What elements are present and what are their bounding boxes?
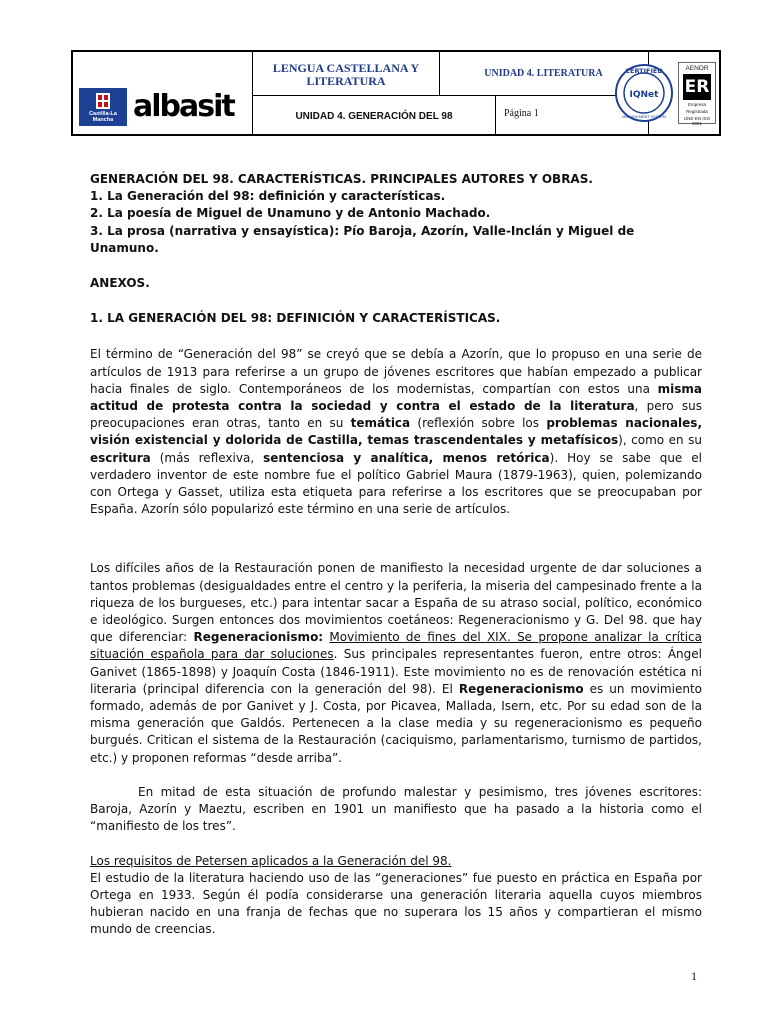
paragraph-restoration: Los difíciles años de la Restauración ponen de manifiesto la necesidad urgente de dar soluciones a tantos problemas (desigualdades entre el centro y la periferia, la miseria del campesinado frente a la riqueza de los burgueses, etc.) para intentar sacar a España de su atraso social, político, económico e ideológico. Surgen entonces dos movimientos coetáneos: Regeneracionismo y G. Del 98. que hay que diferenciar: Regeneracionismo: Movimiento de fines del XIX. Se propone analizar la crítica situación española para dar soluciones. Sus principales representantes fueron, entre otros: Ángel Ganivet (1865-1898) y Joaquín Costa (1846-1911). Este movimiento no es de renovación estética ni literaria (principal diferencia con la generación del 98). El Regeneracionismo es un movimiento formado, además de por Ganivet y J. Costa, por Picavea, Mallada, Isern, etc. Por su edad son de la misma generación que Galdós. Pertenecen a la clase media y su regeneracionismo es pequeño burgués. Critican el sistema de la Restauración (caciquismo, parlamentarismo, turnismo de partidos, etc.) y proponen reformas “desde arriba”. <box>90 561 702 765</box>
document-header <box>71 50 721 136</box>
aenor-mark: ER <box>683 74 711 100</box>
albasit-logo: albasit <box>133 89 234 124</box>
aenor-caption-2: Registrada <box>686 109 708 114</box>
section-1-heading: 1. LA GENERACIÓN DEL 98: DEFINICIÓN Y CARACTERÍSTICAS. <box>90 311 501 326</box>
document-body <box>90 171 702 939</box>
index-title: GENERACIÓN DEL 98. CARACTERÍSTICAS. PRINCIPALES AUTORES Y OBRAS. <box>90 172 593 186</box>
svg-text:MANAGEMENT SYSTEM: MANAGEMENT SYSTEM <box>622 114 666 119</box>
index-item-1: 1. La Generación del 98: definición y características. <box>90 189 446 204</box>
page-label: Página 1 <box>504 108 539 119</box>
castilla-la-mancha-logo <box>79 88 127 126</box>
unit-label: UNIDAD 4. LITERATURA <box>484 68 603 79</box>
petersen-heading: Los requisitos de Petersen aplicados a la Generación del 98. <box>90 853 452 868</box>
paragraph-petersen: El estudio de la literatura haciendo uso de las “generaciones” fue puesto en práctica en España por Ortega en 1933. Según él podía considerarse una generación literaria aquella cuyos miembros hubieran nacido en una franja de fechas que no superara los 15 años y compartieran el mismo mundo de creencias. <box>90 870 702 937</box>
iqnet-certified-badge <box>614 63 674 123</box>
svg-text:IQNet: IQNet <box>629 90 659 100</box>
index-item-3: 3. La prosa (narrativa y ensayística): Pío Baroja, Azorín, Valle-Inclán y Miguel de Unamuno. <box>90 223 635 255</box>
aenor-label: AENOR <box>685 65 709 72</box>
aenor-er-badge <box>678 62 716 124</box>
unit-title: UNIDAD 4. GENERACIÓN DEL 98 <box>295 110 453 122</box>
aenor-caption-3: UNE-EN ISO 9001 <box>683 116 711 126</box>
course-title: LENGUA CASTELLANA Y LITERATURA <box>272 60 420 88</box>
svg-text:CERTIFIED: CERTIFIED <box>625 67 663 75</box>
index-item-2: 2. La poesía de Miguel de Unamuno y de Antonio Machado. <box>90 206 491 221</box>
paragraph-definition: El término de “Generación del 98” se creyó que se debía a Azorín, que lo propuso en una serie de artículos de 1913 para referirse a un grupo de jóvenes escritores que habían empezado a publicar hacia finales de siglo. Contemporáneos de los modernistas, compartían con estos una misma actitud de protesta contra la sociedad y contra el estado de la literatura, pero sus preocupaciones eran otras, tanto en su temática (reflexión sobre los problemas nacionales, visión existencial y dolorida de Castilla, temas trascendentales y metafísicos), como en su escritura (más reflexiva, sentenciosa y analítica, menos retórica). Hoy se sabe que el verdadero inventor de este nombre fue el político Gabriel Maura (1879-1963), quien, polemizando con Ortega y Gasset, utiliza esta etiqueta para referirse a los escritores que se preocupaban por España. Azorín sólo popularizó este término en una serie de artículos. <box>90 347 702 517</box>
annexes-heading: ANEXOS. <box>90 276 150 291</box>
page-number: 1 <box>691 969 697 983</box>
aenor-caption-1: Empresa <box>687 102 706 107</box>
paragraph-manifesto: En mitad de esta situación de profundo malestar y pesimismo, tres jóvenes escritores: Baroja, Azorín y Maeztu, escriben en 1901 un manifiesto que ha pasado a la historia como el “manifiesto de los tres”. <box>90 784 702 834</box>
logo-caption: Castilla-La Mancha <box>89 111 117 123</box>
